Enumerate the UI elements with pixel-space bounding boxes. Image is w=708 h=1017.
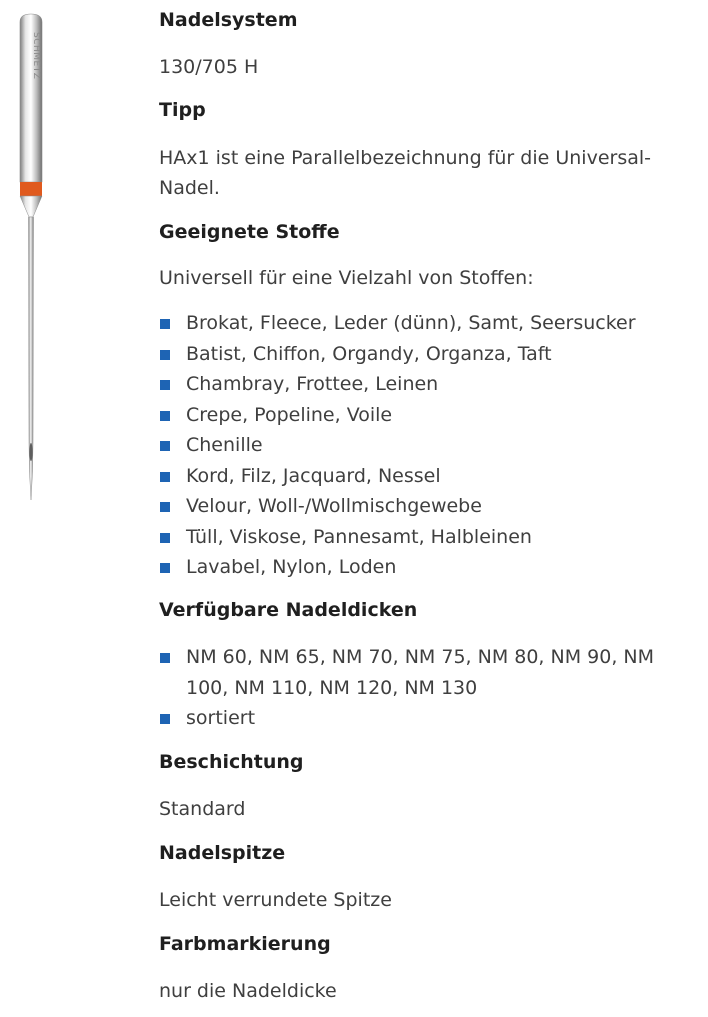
bullet-icon: [160, 563, 170, 573]
list-item: Lavabel, Nylon, Loden: [159, 552, 689, 583]
heading-nadeldicken: Verfügbare Nadeldicken: [159, 599, 418, 621]
text-tipp: HAx1 ist eine Parallelbezeichnung für die Universal-Nadel.: [159, 147, 651, 199]
bullet-icon: [160, 441, 170, 451]
bullet-icon: [160, 411, 170, 421]
heading-tipp: Tipp: [159, 99, 206, 121]
bullet-icon: [160, 502, 170, 512]
list-item: Chambray, Frottee, Leinen: [159, 369, 689, 400]
list-item: Batist, Chiffon, Organdy, Organza, Taft: [159, 339, 689, 370]
bullet-icon: [160, 380, 170, 390]
heading-stoffe: Geeignete Stoffe: [159, 221, 340, 243]
heading-nadelsystem: Nadelsystem: [159, 9, 298, 31]
list-item: Crepe, Popeline, Voile: [159, 400, 689, 431]
needle-imprint: SCHMETZ: [31, 32, 41, 80]
bullet-icon: [160, 533, 170, 543]
text-farbmarkierung: nur die Nadeldicke: [159, 980, 337, 1002]
text-beschichtung: Standard: [159, 798, 246, 820]
heading-farbmarkierung: Farbmarkierung: [159, 933, 331, 955]
bullet-icon: [160, 319, 170, 329]
list-item: sortiert: [159, 703, 689, 734]
list-item: Brokat, Fleece, Leder (dünn), Samt, Seersucker: [159, 308, 689, 339]
list-stoffe: [159, 308, 689, 583]
list-item: NM 60, NM 65, NM 70, NM 75, NM 80, NM 90, NM 100, NM 110, NM 120, NM 130: [159, 642, 689, 703]
heading-beschichtung: Beschichtung: [159, 751, 304, 773]
list-nadeldicken: [159, 642, 689, 734]
bullet-icon: [160, 472, 170, 482]
list-item: Velour, Woll-/Wollmischgewebe: [159, 491, 689, 522]
heading-nadelspitze: Nadelspitze: [159, 842, 286, 864]
needle-image: [14, 12, 48, 502]
text-nadelsystem: 130/705 H: [159, 56, 259, 78]
list-item: Tüll, Viskose, Pannesamt, Halbleinen: [159, 522, 689, 553]
bullet-icon: [160, 714, 170, 724]
list-item: Chenille: [159, 430, 689, 461]
bullet-icon: [160, 350, 170, 360]
text-nadelspitze: Leicht verrundete Spitze: [159, 889, 392, 911]
bullet-icon: [160, 653, 170, 663]
text-stoffe-intro: Universell für eine Vielzahl von Stoffen:: [159, 267, 534, 289]
list-item: Kord, Filz, Jacquard, Nessel: [159, 461, 689, 492]
